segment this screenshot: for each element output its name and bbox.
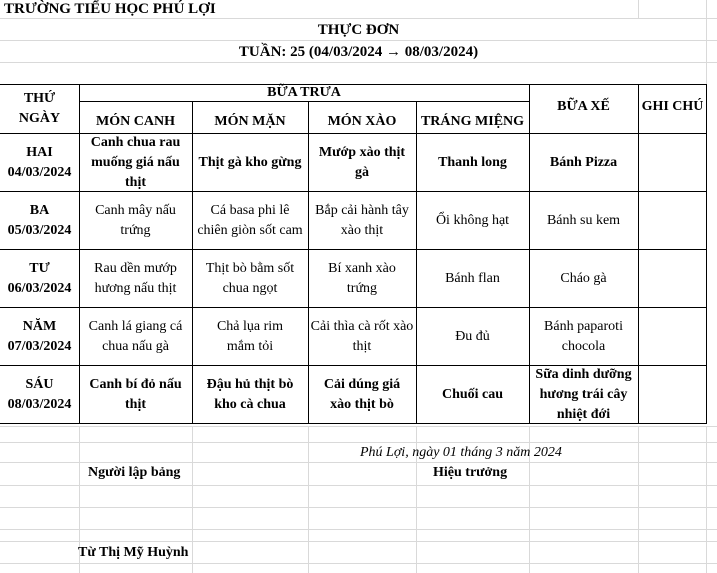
school-name: TRƯỜNG TIỂU HỌC PHÚ LỢI bbox=[4, 1, 216, 17]
stirfry-cell: Cải dúng giá xào thịt bò bbox=[323, 376, 401, 412]
row-day-cell: TƯ 06/03/2024 bbox=[7, 260, 72, 296]
preparer-name: Từ Thị Mỹ Huỳnh bbox=[78, 545, 189, 560]
snack-cell: Bánh paparoti chocola bbox=[544, 318, 623, 354]
stirfry-cell: Mướp xào thịt gà bbox=[318, 144, 406, 180]
soup-cell: Rau dền mướp hương nấu thịt bbox=[94, 260, 177, 296]
note-cell bbox=[638, 192, 707, 249]
row-day-cell: BA 05/03/2024 bbox=[7, 202, 72, 238]
salty-cell: Thịt bò bằm sốt chua ngọt bbox=[205, 260, 295, 296]
dessert-cell: Bánh flan bbox=[445, 270, 500, 286]
stirfry-cell: Cải thìa cà rốt xào thịt bbox=[310, 318, 414, 354]
soup-cell: Canh bí đỏ nấu thịt bbox=[89, 376, 182, 412]
snack-cell: Cháo gà bbox=[560, 270, 607, 286]
row-day-cell: HAI 04/03/2024 bbox=[7, 144, 72, 180]
note-cell bbox=[638, 250, 707, 307]
header-stirfry: MÓN XÀO bbox=[327, 114, 397, 129]
header-lunch: BỮA TRƯA bbox=[267, 84, 341, 100]
soup-cell: Canh chua rau muống giá nấu thịt bbox=[90, 134, 181, 190]
salty-cell: Cá basa phi lê chiên giòn sốt cam bbox=[197, 202, 303, 238]
header-dessert: TRÁNG MIỆNG bbox=[420, 114, 525, 129]
dessert-cell: Đu đủ bbox=[455, 328, 490, 344]
row-day-cell: NĂM 07/03/2024 bbox=[7, 318, 72, 354]
week-range: TUẦN: 25 (04/03/2024 → 08/03/2024) bbox=[238, 44, 479, 60]
menu-title: THỰC ĐƠN bbox=[317, 22, 400, 38]
principal-title: Hiệu trưởng bbox=[433, 465, 508, 480]
row-day-cell: SÁU 08/03/2024 bbox=[7, 376, 72, 412]
snack-cell: Bánh Pizza bbox=[549, 154, 618, 170]
stirfry-cell: Bí xanh xào trứng bbox=[328, 260, 396, 296]
salty-cell: Đậu hủ thịt bò kho cà chua bbox=[206, 376, 294, 412]
stirfry-cell: Bắp cải hành tây xào thịt bbox=[315, 202, 409, 238]
salty-cell: Thịt gà kho gừng bbox=[198, 154, 302, 170]
snack-cell: Bánh su kem bbox=[546, 212, 621, 228]
header-soup: MÓN CANH bbox=[96, 114, 175, 129]
header-snack: BỮA XẾ bbox=[557, 98, 610, 114]
preparer-title: Người lập bảng bbox=[88, 465, 181, 480]
salty-cell: Chả lụa rim mắm tỏi bbox=[216, 318, 284, 354]
header-day: THỨ NGÀY bbox=[18, 90, 61, 126]
snack-cell: Sữa dinh dưỡng hương trái cây nhiệt đới bbox=[535, 366, 632, 422]
place-date: Phú Lợi, ngày 01 tháng 3 năm 2024 bbox=[360, 445, 562, 460]
soup-cell: Canh lá giang cá chua nấu gà bbox=[88, 318, 183, 354]
header-note: GHI CHÚ bbox=[641, 98, 704, 114]
dessert-cell: Ổi không hạt bbox=[435, 212, 510, 228]
note-cell bbox=[638, 366, 707, 423]
note-cell bbox=[638, 308, 707, 365]
header-salty: MÓN MẶN bbox=[214, 114, 286, 129]
note-cell bbox=[638, 134, 707, 191]
dessert-cell: Thanh long bbox=[438, 154, 507, 170]
dessert-cell: Chuối cau bbox=[441, 386, 504, 402]
soup-cell: Canh mây nấu trứng bbox=[95, 202, 176, 238]
